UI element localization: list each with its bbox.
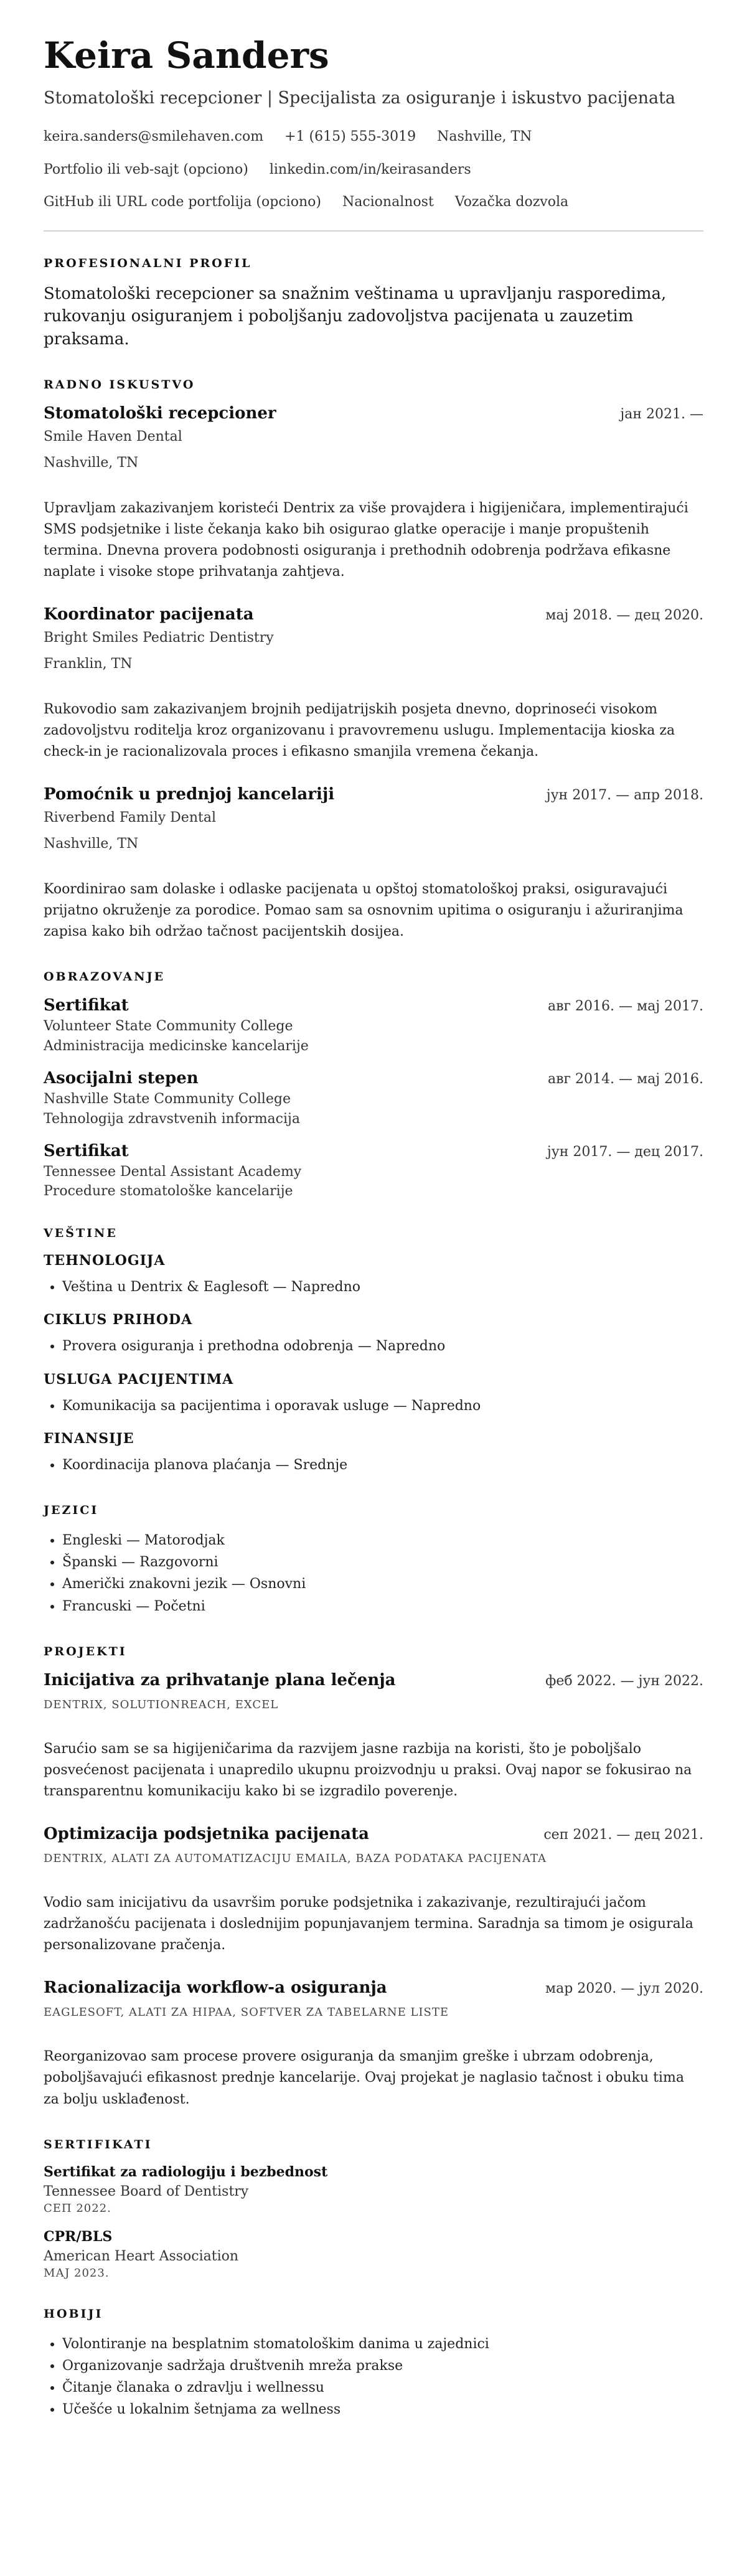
certificate-date: МАЈ 2023. [44,2266,110,2280]
skill-item: • Komunikacija sa pacijentima i oporavak usluge — Napredno [62,1395,703,1417]
skill-item: • Koordinacija planova plaćanja — Srednje [62,1454,703,1476]
degree-title: Asocijalni stepen [44,1068,199,1088]
skill-list [44,1454,703,1476]
contact-nationality: Nacionalnost [342,194,434,210]
contact-row-primary [44,128,703,146]
education-entry [44,996,703,1054]
education-entry [44,1142,703,1200]
skill-list [44,1335,703,1357]
experience-entry [44,404,703,583]
hobbies-section-title: HOBIJI [44,2306,103,2321]
school-name: Volunteer State Community College [44,1018,293,1035]
certificate-entry [44,2164,703,2215]
skill-group [44,1253,703,1298]
projects-section [44,1645,703,2110]
education-entry [44,1069,703,1127]
job-location: Franklin, TN [44,656,133,672]
project-name: Optimizacija podsjetnika pacijenata [44,1825,370,1844]
skills-section-title: VEŠTINE [44,1226,118,1241]
skill-item: • Veština u Dentrix & Eaglesoft — Napredno [62,1276,703,1298]
experience-section-title: RADNO ISKUSTVO [44,378,195,392]
certificates-section-title: SERTIFIKATI [44,2137,153,2151]
education-section [44,970,703,1199]
contact-phone[interactable]: +1 (615) 555-3019 [284,129,416,145]
experience-section [44,378,703,942]
job-company: Riverbend Family Dental [44,810,216,826]
certificate-name: Sertifikat za radiologiju i bezbednost [44,2163,328,2180]
language-item: • Španski — Razgovorni [62,1551,703,1573]
education-section-title: OBRAZOVANJE [44,970,166,984]
languages-section-title: JEZICI [44,1503,99,1517]
job-title: Stomatološki recepcioner [44,404,276,423]
project-description: Vodio sam inicijativu da usavršim poruke podsjetnika i zakazivanje, rezultirajući jačom zadržanošću pacijenata i doslednijim popunjavanjem termina. Saradnja sa timom je osigurala personalizovane pračenja. [44,1895,693,1953]
job-location: Nashville, TN [44,454,139,471]
job-description: Rukovodio sam zakazivanjem brojnih pedijatrijskih posjeta dnevno, doprinoseći visokom zadovoljstvu roditelja kroz organizovanu i pravovremenu uslugu. Implementacija kioska za check-in je racionalizovala proces i efikasno smanjila vremena čekanja. [44,701,675,760]
language-item: • Engleski — Matorodjak [62,1530,703,1551]
school-name: Tennessee Dental Assistant Academy [44,1163,302,1180]
project-name: Inicijativa za prihvatanje plana lečenja [44,1670,396,1690]
school-name: Nashville State Community College [44,1091,291,1107]
skill-item: • Provera osiguranja i prethodna odobrenja — Napredno [62,1335,703,1357]
skill-category: FINANSIJE [44,1430,134,1447]
hobby-item: • Volontiranje na besplatnim stomatološkim danima u zajednici [62,2333,703,2355]
project-entry [44,1978,703,2110]
degree-title: Sertifikat [44,996,129,1015]
job-title: Koordinator pacijenata [44,605,254,624]
project-dates: феб 2022. — јун 2022. [545,1673,703,1689]
job-title: Pomoćnik u prednjoj kancelariji [44,785,335,804]
job-company: Bright Smiles Pediatric Dentistry [44,630,274,646]
experience-entry [44,785,703,942]
project-entry [44,1671,703,1802]
study-field: Procedure stomatološke kancelarije [44,1183,293,1200]
project-description: Reorganizovao sam procese provere osiguranja da smanjim greške i ubrzam odobrenja, poboljšavajući efikasnost prednje kancelarije. Ovaj projekat je naglasio tačnost i obuku tima za bolju usklađenost. [44,2049,684,2107]
profile-section [44,256,703,350]
project-dates: мар 2020. — јул 2020. [545,1981,703,1997]
hobby-list [44,2333,703,2421]
skill-group [44,1431,703,1476]
language-list [44,1530,703,1617]
job-dates: јан 2021. — [620,407,703,423]
contact-drivers-license: Vozačka dozvola [454,194,569,210]
skill-list [44,1276,703,1298]
job-dates: мај 2018. — дец 2020. [545,608,703,624]
experience-entry [44,605,703,763]
project-description: Sarućio sam se sa higijeničarima da razvijem jasne razbija na koristi, što je poboljšalo posvećenost pacijenata i unapredilo ukupnu proizvodnju u praksi. Ovaj napor se fokusirao na transparentnu komunikaciju kako bi se izgradilo poverenje. [44,1741,692,1799]
profile-section-title: PROFESIONALNI PROFIL [44,256,252,271]
project-dates: сеп 2021. — дец 2021. [543,1827,703,1843]
contact-email[interactable]: keira.sanders@smilehaven.com [44,129,264,145]
profile-summary: Stomatološki recepcioner sa snažnim veštinama u upravljanju rasporedima, rukovanju osiguranjem i poboljšanju zadovoljstva pacijenata u zauzetim praksama. [44,284,667,349]
project-name: Racionalizacija workflow-a osiguranja [44,1978,387,1998]
degree-dates: авг 2014. — мај 2016. [547,1071,703,1087]
skill-category: CIKLUS PRIHODA [44,1312,193,1328]
languages-section [44,1503,703,1617]
skill-group [44,1312,703,1357]
project-tech: EAGLESOFT, ALATI ZA HIPAA, SOFTVER ZA TABELARNE LISTE [44,2006,449,2019]
job-company: Smile Haven Dental [44,429,182,445]
contact-row-extra [44,194,703,212]
header-divider [44,230,703,232]
certificate-issuer: American Heart Association [44,2248,239,2264]
skill-list [44,1395,703,1417]
job-location: Nashville, TN [44,835,139,852]
job-dates: јун 2017. — апр 2018. [546,787,703,804]
study-field: Administracija medicinske kancelarije [44,1038,309,1054]
resume-header [44,36,703,212]
skill-category: USLUGA PACIJENTIMA [44,1371,234,1388]
hobby-item: • Čitanje članaka o zdravlju i wellnessu [62,2377,703,2399]
language-item: • Francuski — Početni [62,1596,703,1617]
degree-dates: авг 2016. — мај 2017. [547,999,703,1015]
contact-linkedin[interactable]: linkedin.com/in/keirasanders [269,161,471,177]
certificate-entry [44,2229,703,2280]
contact-github[interactable]: GitHub ili URL code portfolija (opciono) [44,194,321,210]
degree-dates: јун 2017. — дец 2017. [547,1144,703,1160]
language-item: • Američki znakovni jezik — Osnovni [62,1573,703,1595]
projects-section-title: PROJEKTI [44,1644,127,1658]
skills-section [44,1226,703,1476]
certificate-name: CPR/BLS [44,2228,113,2245]
certificate-issuer: Tennessee Board of Dentistry [44,2183,249,2199]
job-description: Koordinirao sam dolaske i odlaske pacijenata u opštoj stomatološkoj praksi, osiguravajući prijatno okruženje za porodice. Pomao sam sa osnovnim upitima o osiguranju i ažuriranjima zapisa kako bih održao tačnost pacijentskih dosijea. [44,881,684,940]
study-field: Tehnologija zdravstvenih informacija [44,1111,300,1127]
project-tech: DENTRIX, ALATI ZA AUTOMATIZACIJU EMAILA, BAZA PODATAKA PACIJENATA [44,1852,547,1866]
hobby-item: • Organizovanje sadržaja društvenih mreža prakse [62,2355,703,2377]
hobby-item: • Učešće u lokalnim šetnjama za wellness [62,2399,703,2420]
degree-title: Sertifikat [44,1141,129,1160]
candidate-name: Keira Sanders [44,34,329,77]
job-description: Upravljam zakazivanjem koristeći Dentrix za više provajdera i higijeničara, implementirajući SMS podsjetnike i liste čekanja kako bih osigurao glatke operacije i manje propuštenih termina. Dnevna provera podobnosti osiguranja i prethodnih odobrenja podržava efikasne naplate i visoke stope prihvatanja zahtjeva. [44,500,688,580]
hobbies-section [44,2307,703,2421]
project-tech: DENTRIX, SOLUTIONREACH, EXCEL [44,1698,279,1711]
certificate-date: СЕП 2022. [44,2201,111,2215]
skill-category: TEHNOLOGIJA [44,1253,166,1269]
certificates-section [44,2138,703,2280]
project-entry [44,1825,703,1956]
contact-portfolio[interactable]: Portfolio ili veb-sajt (opciono) [44,161,248,177]
skill-group [44,1371,703,1417]
contact-row-links [44,161,703,179]
candidate-headline: Stomatološki recepcioner | Specijalista za osiguranje i iskustvo pacijenata [44,88,676,108]
contact-location: Nashville, TN [437,129,532,145]
